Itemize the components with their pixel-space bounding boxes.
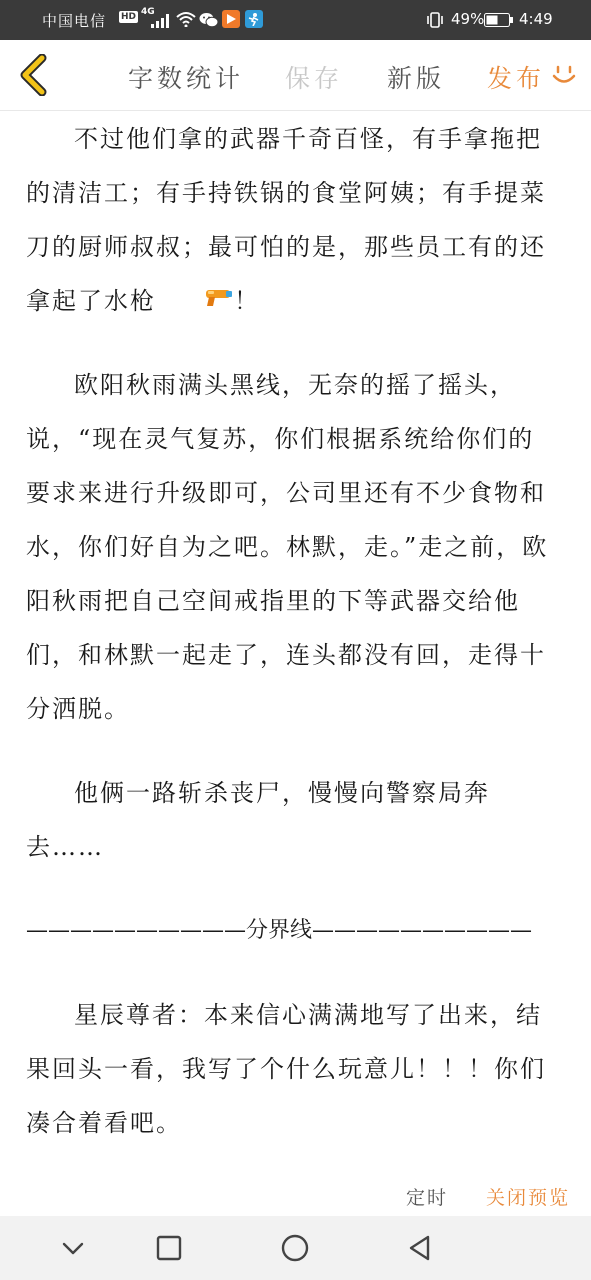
paragraph-text: 不过他们拿的武器千奇百怪，有手拿拖把的清洁工；有手持铁锅的食堂阿姨；有手提菜刀的厨师叔叔；最可怕的是，那些员工有的还拿起了水枪 (26, 125, 546, 315)
carrier-label: 中国电信 (42, 12, 107, 30)
schedule-button[interactable]: 定时 (406, 1187, 449, 1209)
vibrate-icon (426, 11, 444, 33)
water-gun-icon (156, 273, 234, 327)
chevron-left-icon (16, 54, 50, 96)
square-icon (153, 1232, 185, 1264)
chevron-down-icon (57, 1232, 89, 1264)
clock: 4:49 (519, 10, 553, 28)
article-preview (26, 112, 560, 1180)
app-icon (222, 10, 240, 28)
signal-icon (151, 12, 173, 32)
section-divider: ——————————分界线—————————— (26, 918, 533, 943)
battery-icon (484, 13, 514, 31)
hd-badge: HD (121, 12, 137, 22)
battery-percent: 49% (451, 10, 485, 28)
back-button[interactable] (16, 54, 50, 96)
wechat-icon (199, 12, 219, 32)
paragraph: 星辰尊者：本来信心满满地写了出来，结果回头一看，我写了个什么玩意儿！！！你们凑合着看吧。 (26, 1001, 546, 1137)
new-version-button[interactable]: 新版 (387, 64, 446, 93)
editor-toolbar (0, 40, 591, 111)
smile-icon (552, 65, 576, 89)
home-button[interactable] (279, 1232, 311, 1264)
recents-button[interactable] (153, 1232, 185, 1264)
word-count-button[interactable]: 字数统计 (128, 64, 245, 93)
paragraph (26, 112, 560, 328)
save-button[interactable]: 保存 (285, 64, 344, 93)
triangle-back-icon (404, 1232, 436, 1264)
system-nav-bar (0, 1216, 591, 1280)
hide-nav-button[interactable] (57, 1232, 89, 1264)
paragraph: 他俩一路斩杀丧尸，慢慢向警察局奔去…… (26, 779, 490, 861)
app-icon (245, 10, 263, 28)
paragraph: 欧阳秋雨满头黑线，无奈的摇了摇头，说，“现在灵气复苏，你们根据系统给你们的要求来进行升级即可，公司里还有不少食物和水，你们好自为之吧。林默，走。”走之前，欧阳秋雨把自己空间戒指里的下等武器交给他们，和林默一起走了，连头都没有回，走得十分洒脱。 (26, 371, 549, 723)
network-type: 4G (141, 7, 155, 17)
publish-button[interactable]: 发布 (487, 64, 546, 93)
paragraph-end: ！ (234, 287, 260, 315)
circle-icon (279, 1232, 311, 1264)
wifi-icon (176, 11, 196, 31)
status-bar (0, 0, 591, 40)
system-back-button[interactable] (404, 1232, 436, 1264)
close-preview-button[interactable]: 关闭预览 (486, 1187, 571, 1209)
